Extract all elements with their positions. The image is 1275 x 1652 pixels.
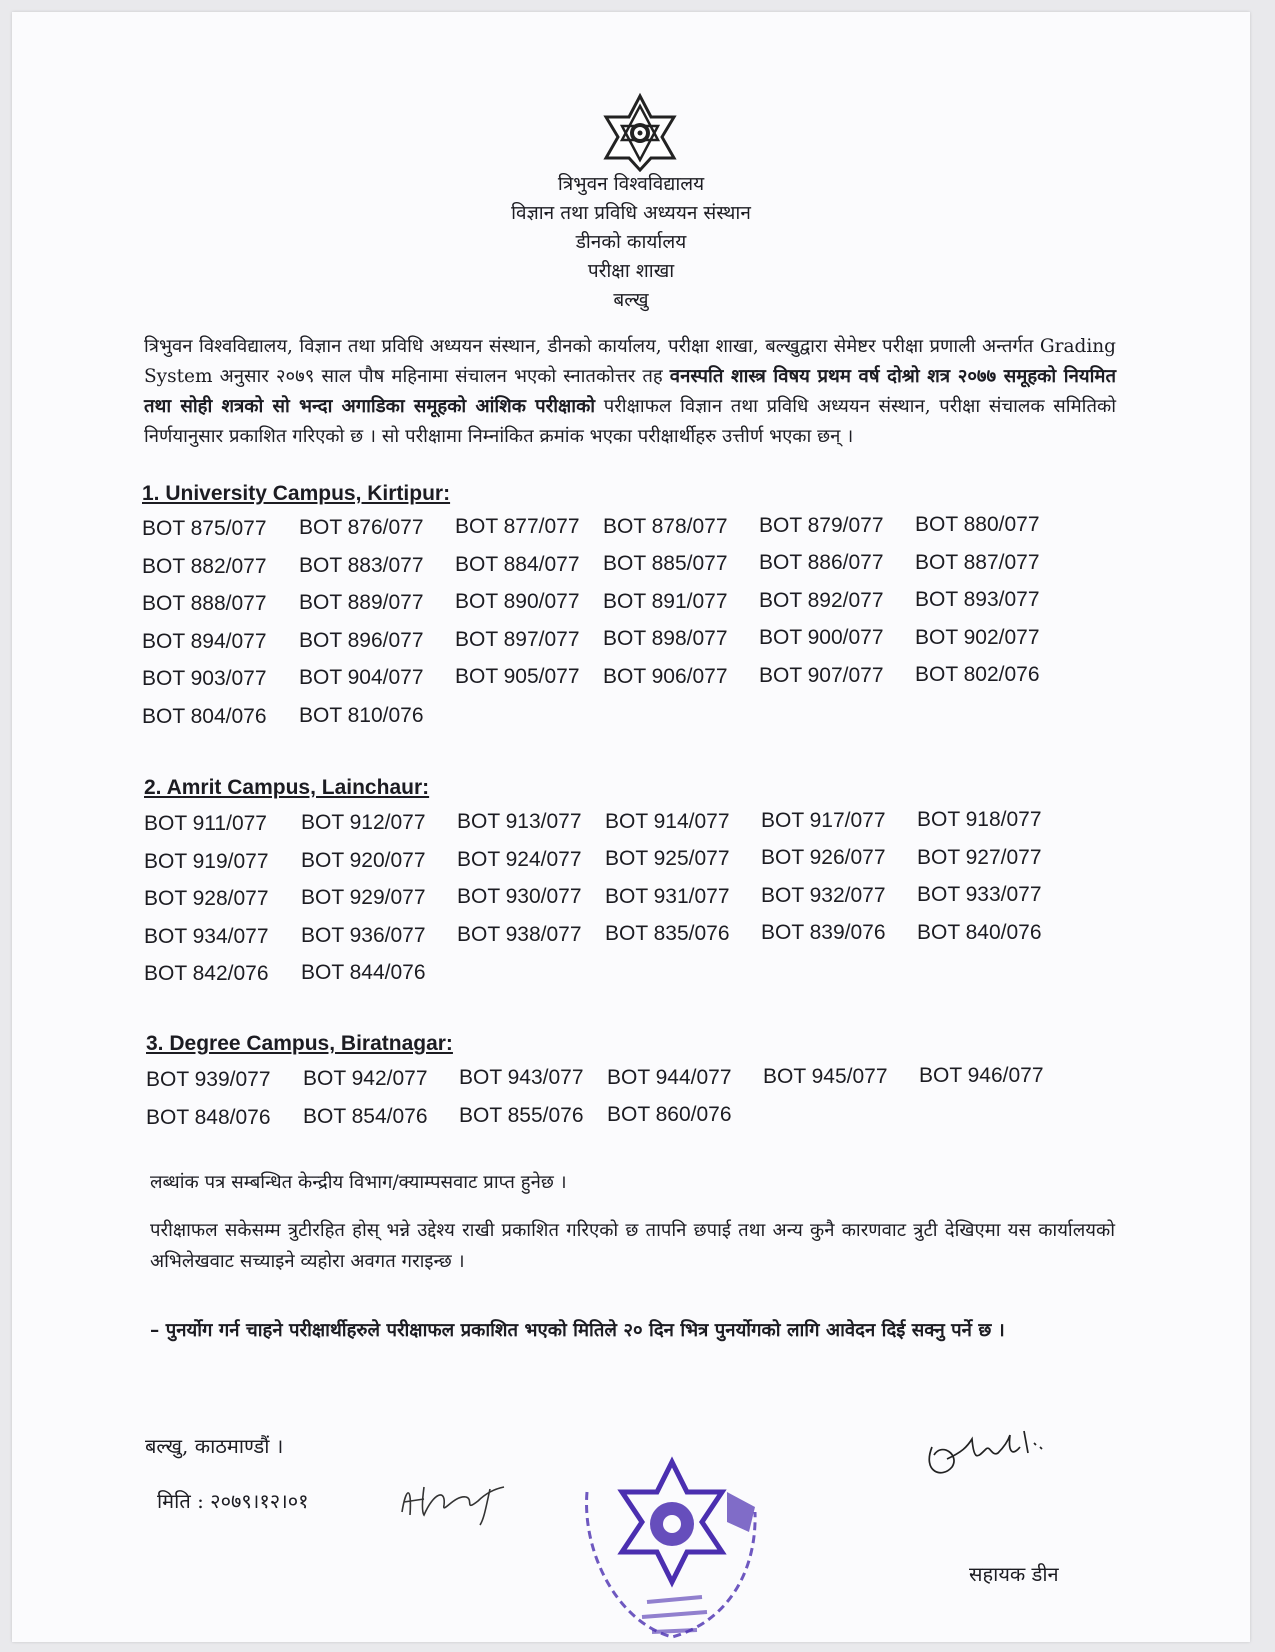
section-title-amrit-campus: 2. Amrit Campus, Lainchaur: — [144, 776, 430, 799]
roll-number: BOT 887/077 — [915, 550, 1040, 574]
roll-number: BOT 933/077 — [917, 883, 1042, 906]
roll-number: BOT 928/077 — [144, 887, 269, 910]
assistant-dean-designation: सहायक डीन — [969, 1562, 1059, 1586]
intro-text-1: त्रिभुवन विश्वविद्यालय, विज्ञान तथा प्रविधि अध्ययन संस्थान, डीनको कार्यालय, परीक्षा शाखा, बल्खुद्वारा सेमेष्टर परीक्षा प्रणाली अन्तर्गत Grading System अनुसार २०७९ साल पौष महिनामा संचालन भएको स्नातकोत्तर तह — [144, 336, 1116, 387]
header-location: बल्खु — [613, 289, 649, 311]
roll-number: BOT 898/077 — [603, 627, 728, 651]
signature-right-icon — [912, 1417, 1052, 1487]
roll-number: BOT 911/077 — [144, 812, 267, 835]
roll-number: BOT 924/077 — [457, 847, 582, 871]
header-university: त्रिभुवन विश्वविद्यालय — [557, 173, 705, 195]
roll-number: BOT 927/077 — [917, 845, 1042, 869]
header-exam-section: परीक्षा शाखा — [587, 260, 675, 282]
roll-number: BOT 925/077 — [605, 847, 730, 871]
roll-number: BOT 804/076 — [142, 704, 267, 728]
roll-number: BOT 835/076 — [605, 922, 730, 946]
roll-number: BOT 876/077 — [299, 516, 424, 540]
roll-number: BOT 882/077 — [142, 554, 267, 578]
marksheet-note: लब्धांक पत्र सम्बन्धित केन्द्रीय विभाग/क्याम्पसवाट प्राप्त हुनेछ । — [150, 1172, 567, 1193]
roll-number: BOT 890/077 — [455, 590, 580, 614]
roll-number: BOT 839/076 — [761, 921, 886, 945]
roll-number: BOT 810/076 — [299, 703, 424, 727]
header-institute: विज्ञान तथा प्रविधि अध्ययन संस्थान — [511, 202, 751, 224]
header-dean-office: डीनको कार्यालय — [575, 231, 687, 253]
roll-number: BOT 944/077 — [607, 1065, 732, 1089]
roll-number: BOT 912/077 — [301, 811, 426, 835]
roll-number: BOT 902/077 — [915, 625, 1040, 649]
roll-number: BOT 879/077 — [759, 513, 884, 537]
university-emblem-icon — [600, 92, 680, 172]
roll-number: BOT 907/077 — [759, 663, 884, 687]
roll-number: BOT 918/077 — [917, 808, 1042, 831]
roll-number: BOT 930/077 — [457, 885, 582, 909]
section-title-university-campus: 1. University Campus, Kirtipur: — [142, 482, 451, 505]
roll-number: BOT 938/077 — [457, 922, 582, 946]
roll-number: BOT 939/077 — [146, 1068, 271, 1091]
retotaling-note: – पुनर्योग गर्न चाहने परीक्षार्थीहरुले परीक्षाफल प्रकाशित भएको मितिले २० दिन भित्र पुनर्योगको लागि आवेदन दिई सक्नु पर्ने छ । — [150, 1320, 1005, 1341]
roll-number: BOT 914/077 — [605, 809, 730, 833]
roll-number: BOT 893/077 — [915, 588, 1040, 611]
roll-number: BOT 885/077 — [603, 552, 728, 576]
publication-place: बल्खु, काठमाण्डौं । — [145, 1434, 284, 1458]
roll-number: BOT 855/076 — [459, 1103, 584, 1127]
signature-left-icon — [394, 1467, 524, 1527]
result-notice-page — [12, 12, 1250, 1642]
roll-number: BOT 904/077 — [299, 666, 424, 690]
roll-number: BOT 897/077 — [455, 627, 580, 651]
roll-number: BOT 889/077 — [299, 591, 424, 615]
official-stamp-icon — [577, 1452, 767, 1652]
roll-number: BOT 905/077 — [455, 665, 580, 689]
roll-number: BOT 875/077 — [142, 517, 267, 540]
roll-number: BOT 920/077 — [301, 848, 426, 872]
roll-number: BOT 913/077 — [457, 810, 582, 834]
disclaimer-note: परीक्षाफल सकेसम्म त्रुटीरहित होस् भन्ने उद्देश्य राखी प्रकाशित गरिएको छ तापनि छपाई तथा अन्य कुनै कारणवाट त्रुटी देखिएमा यस कार्यालयको अभिलेखवाट सच्याइने व्यहोरा अवगत गराइन्छ । — [150, 1220, 1115, 1272]
roll-number: BOT 891/077 — [603, 589, 728, 613]
roll-number: BOT 802/076 — [915, 663, 1040, 686]
roll-number: BOT 894/077 — [142, 629, 267, 653]
section-title-degree-campus: 3. Degree Campus, Biratnagar: — [146, 1032, 453, 1055]
roll-number: BOT 878/077 — [603, 514, 728, 538]
roll-number: BOT 934/077 — [144, 924, 269, 948]
roll-number: BOT 945/077 — [763, 1064, 888, 1088]
publication-date: मिति : २०७९।१२।०१ — [157, 1489, 309, 1513]
roll-number: BOT 896/077 — [299, 628, 424, 652]
intro-text-2: परीक्षाफल विज्ञान तथा प्रविधि अध्ययन संस्थान, परीक्षा संचालक समितिको निर्णयानुसार प्रकाशित गरिएको छ । सो परीक्षामा निम्नांकित क्रमांक भएका परीक्षार्थीहरु उत्तीर्ण भएका छन् । — [144, 396, 1116, 447]
roll-number: BOT 929/077 — [301, 886, 426, 910]
roll-number: BOT 888/077 — [142, 592, 267, 615]
institution-header — [12, 170, 1250, 315]
roll-number: BOT 903/077 — [142, 667, 267, 690]
roll-number: BOT 877/077 — [455, 515, 580, 539]
roll-number: BOT 880/077 — [915, 513, 1040, 536]
roll-number: BOT 886/077 — [759, 551, 884, 575]
roll-number: BOT 919/077 — [144, 849, 269, 873]
roll-number: BOT 917/077 — [761, 808, 886, 832]
roll-number: BOT 946/077 — [919, 1064, 1044, 1087]
intro-bold-text: वनस्पति शास्त्र विषय प्रथम वर्ष दोश्रो शत्र २०७७ समूहको नियमित तथा सोही शत्रको सो भन्दा अगाडिका समूहको आंशिक परीक्षाको — [144, 366, 1116, 417]
roll-number: BOT 900/077 — [759, 626, 884, 650]
roll-number: BOT 854/076 — [303, 1104, 428, 1128]
roll-number: BOT 926/077 — [761, 846, 886, 870]
roll-number: BOT 860/076 — [607, 1103, 732, 1127]
roll-number: BOT 931/077 — [605, 884, 730, 908]
roll-number: BOT 884/077 — [455, 552, 580, 576]
roll-number: BOT 883/077 — [299, 553, 424, 577]
roll-number: BOT 943/077 — [459, 1066, 584, 1090]
roll-number: BOT 906/077 — [603, 664, 728, 688]
roll-number: BOT 844/076 — [301, 961, 426, 985]
roll-number: BOT 942/077 — [303, 1067, 428, 1091]
intro-paragraph — [144, 332, 1116, 452]
roll-number: BOT 842/076 — [144, 962, 269, 985]
roll-number: BOT 892/077 — [759, 588, 884, 612]
roll-number: BOT 840/076 — [917, 920, 1042, 944]
roll-number: BOT 848/076 — [146, 1105, 271, 1129]
roll-number: BOT 936/077 — [301, 923, 426, 947]
roll-number: BOT 932/077 — [761, 883, 886, 907]
